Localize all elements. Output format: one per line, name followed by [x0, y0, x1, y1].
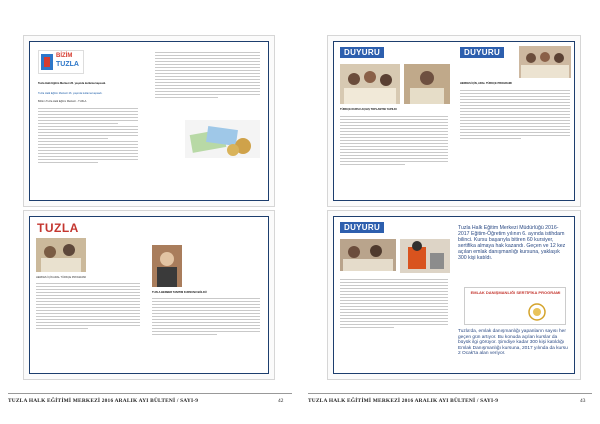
panel-tuzla: [23, 210, 275, 380]
bizim-tuzla-logo: [38, 50, 84, 74]
footer-rule: [8, 393, 292, 394]
caption-right: TUZLA BERBER TANITIM KURSUNU BÖLDÜ: [152, 291, 207, 294]
barber-photo-icon: [152, 245, 182, 287]
duyuru-badge: DUYURU: [340, 222, 384, 233]
footer-title: TUZLA HALK EĞİTİMİ MERKEZİ 2016 ARALIK AYI BÜLTENİ / SAYI-9: [308, 398, 499, 404]
headline-text: Tuzla Halk Eğitim Merkezi Müdürlüğü 2016-2017 Eğitim-Öğretim yılının 6. ayında istihdam bilinci. Kursu başarıyla bitiren 60 kursiyer, sertifika almaya hak kazandı. Geçen ve 12 kez açılan emlak danışmanlığı kursuna, yaklaşık 300 kişi katıldı.: [458, 225, 566, 261]
text-block-br-left: [340, 279, 448, 330]
text-block-tr-right: [460, 90, 570, 141]
footer-rule: [308, 393, 592, 394]
caption-left: HERKES İÇİN ARAL TÜRKÇE PROGRAMI: [36, 276, 87, 279]
event-photo-icon: [340, 239, 396, 271]
class-photo-icon: [404, 64, 450, 104]
article-caption: Tuzla Halk Eğitim Merkezi 26. yaşında kutlama kapsadı.: [38, 92, 103, 95]
caption-right: HERKES İÇİN, ARAL TÜRKÇE PROGRAMI: [460, 82, 512, 85]
bottom-right-photo-1: [340, 239, 396, 271]
duyuru-badge: DUYURU: [340, 47, 384, 58]
article-more: Bölüm Tuzla Halk Eğitim Merkezi - TUZLA: [38, 100, 87, 103]
panel-duyuru-bottom: [327, 210, 581, 380]
bottom-left-photo-2: [152, 245, 182, 287]
panel-inner: [333, 216, 575, 374]
page-number: 43: [580, 398, 586, 404]
article-heading: Tuzla Halk Eğitim Merkezi 26. yaşında kutlama kapsadı.: [38, 82, 106, 85]
panel-inner: [29, 41, 269, 201]
text-block-bl-left: [36, 283, 140, 331]
panel-bizim-tuzla: [23, 35, 275, 207]
text-block-bl-right: [152, 298, 260, 337]
panel-inner: [29, 216, 269, 374]
bottom-right-photo-2: [400, 239, 450, 273]
panel-duyuru-top: [327, 35, 581, 207]
tuzla-title: TUZLA: [37, 221, 79, 235]
text-block-right: [155, 52, 260, 100]
panel-inner: [333, 41, 575, 201]
meeting-photo-icon: [340, 64, 400, 104]
money-illustration-icon: [185, 120, 260, 158]
class-photo-icon: [36, 238, 86, 272]
certificate-seal-icon: [465, 288, 565, 324]
body-text: Tuzla'da, emlak danışmanlığı yapanların sayısı her geçen gün artıyor. Bu konuda açılan kurslar da büyük ilgi görüyor. Şimdiye kadar 300 kişi katıldığı Emlak Danışmanlığı kursuna, 2017 yılında da kursu 2 Ocak'ta alan veriyor.: [458, 329, 568, 357]
firefighter-photo-icon: [400, 239, 450, 273]
students-photo-icon: [519, 46, 571, 78]
page-number: 42: [278, 398, 284, 404]
duyuru-badge-2: DUYURU: [460, 47, 504, 58]
top-right-photo-2: [404, 64, 450, 104]
article-photo: [185, 120, 260, 158]
footer-title: TUZLA HALK EĞİTİMİ MERKEZİ 2016 ARALIK AYI BÜLTENİ / SAYI-9: [8, 398, 199, 404]
text-block-tr-left: [340, 116, 448, 167]
right-page: [300, 0, 600, 424]
text-block-left: [38, 108, 138, 165]
top-right-photo-1: [340, 64, 400, 104]
caption-left: TÜRKÇE KURSU AÇILIŞ TOPLANTISI YAPILDI: [340, 108, 397, 111]
logo-line1: BİZİM: [56, 53, 73, 59]
top-right-photo-3: [519, 46, 571, 78]
cert-banner-title: EMLAK DANIŞMANLIĞI SERTİFİKA PROGRAMI: [470, 290, 561, 295]
cert-banner: [464, 287, 566, 325]
bottom-left-photo-1: [36, 238, 86, 272]
logo-line2: TUZLA: [56, 61, 79, 68]
